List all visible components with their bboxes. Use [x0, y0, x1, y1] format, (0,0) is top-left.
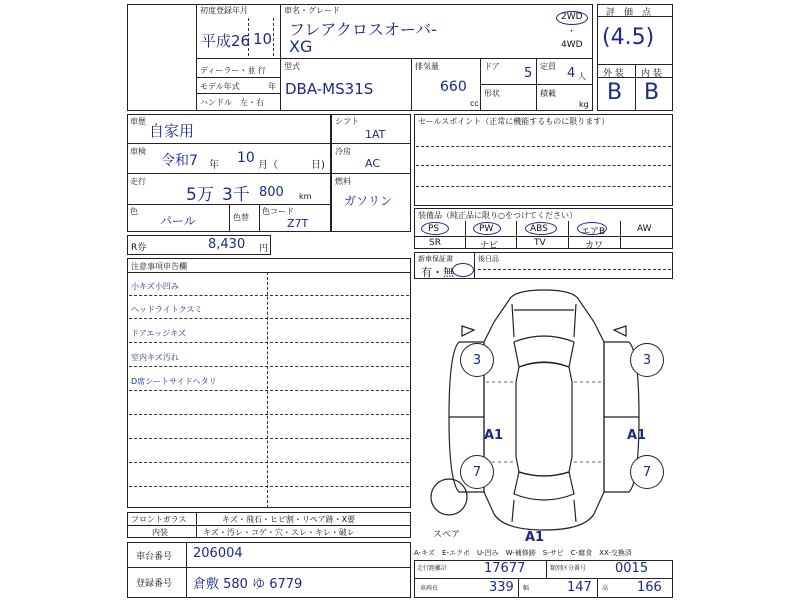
aircon-value: AC [365, 157, 381, 170]
damage-mark: A1 [525, 530, 545, 545]
grade-value: XG [289, 37, 313, 56]
capacity-label: 定員 [540, 62, 556, 71]
model-year-unit: 年 [268, 82, 276, 91]
after-label: 後日品 [478, 255, 499, 263]
equip-sr: SR [429, 238, 441, 248]
mileage-rest: 800 [259, 185, 284, 200]
equip-abs: ABS [530, 224, 548, 234]
meter2-value: 0015 [615, 561, 649, 576]
mileage-sen: 3千 [222, 185, 250, 205]
car-number-value: 206004 [193, 546, 243, 561]
meter2-label: 類別区分番号 [550, 565, 587, 572]
capacity-unit: 人 [578, 72, 586, 81]
first-reg-month: 10 [253, 30, 273, 48]
recycle-block [127, 235, 271, 255]
recycle-unit: 円 [259, 244, 269, 254]
height-label: 高 [602, 585, 609, 592]
inspection-day-unit: 日) [311, 160, 325, 171]
notes-label: 注意事項申告欄 [131, 262, 187, 271]
color-code-value: Z7T [287, 217, 309, 230]
drive-2wd: 2WD [561, 12, 583, 22]
reg-number-label: 登録番号 [136, 579, 173, 589]
exterior-label: 外 装 [603, 69, 624, 79]
length-label: 車両長 [420, 585, 439, 592]
sales-points-block [414, 114, 673, 206]
note-item: ドアエッジキズ [131, 329, 187, 338]
equip-aw: AW [637, 224, 652, 234]
damage-mark: 7 [460, 455, 494, 489]
front-glass-label: フロントガラス [131, 515, 187, 524]
equip-navi: ナビ [480, 241, 499, 251]
interior-label: 内 装 [641, 69, 662, 79]
doors-value: 5 [524, 66, 533, 81]
score-label: 評 価 点 [606, 8, 652, 18]
note-item: 小キズ小凹み [131, 282, 179, 291]
color-change-label: 色替 [233, 213, 249, 222]
interior-cond-text: キズ・汚レ・コゲ・穴・スレ・キレ・破レ [203, 528, 355, 537]
reg-number-value: 倉敷 580 ゆ 6779 [193, 577, 303, 592]
model-year-label: モデル年式 [200, 82, 240, 91]
damage-mark: A1 [484, 428, 504, 443]
width-label: 幅 [523, 585, 530, 592]
note-item: ヘッドライトクスミ [131, 305, 203, 314]
displacement-unit: cc [470, 99, 479, 108]
shift-label: シフト [335, 117, 359, 126]
doors-label: ドア [484, 62, 500, 71]
color-label: 色 [130, 207, 138, 216]
car-name-value: フレアクロスオーバ- [289, 20, 437, 39]
recycle-label: R券 [131, 243, 147, 253]
height-value: 166 [637, 580, 662, 595]
type-value: DBA-MS31S [285, 80, 374, 98]
car-number-label: 車台番号 [136, 552, 173, 562]
shape-label: 形状 [484, 89, 500, 98]
equip-airbag: エアB [581, 227, 606, 237]
width-value: 147 [567, 580, 592, 595]
damage-legend: A-キズ E-エクボ U-凹み W-補修跡 S-サビ C-腐食 XX-交換済 [414, 549, 632, 557]
type-label: 型式 [284, 62, 300, 71]
equipment-label: 装備品（純正品に限り○をつけてください） [418, 211, 577, 220]
equip-ps: PS [428, 224, 440, 234]
first-reg-value: 平成26 [201, 32, 251, 50]
interior-cond-label: 内装 [152, 528, 168, 537]
interior-grade: B [644, 80, 660, 105]
note-item: D席シートサイドヘタリ [131, 377, 217, 386]
use-label: 車歴 [130, 117, 146, 126]
load-unit: kg [579, 100, 589, 109]
note-item: 室内キズ汚れ [131, 353, 179, 362]
spare-label: スペア [433, 530, 461, 540]
inspection-month-unit: 月（ [258, 160, 278, 171]
inspection-label: 車検 [130, 147, 146, 156]
inspection-month: 10 [237, 150, 255, 166]
damage-mark: 7 [630, 455, 664, 489]
exterior-grade: B [607, 80, 623, 105]
front-glass-text: キズ・飛石・ヒビ割・リペア跡・X要 [222, 515, 356, 524]
warranty-value: 有・無 [421, 266, 454, 279]
color-code-label: 色コード [262, 207, 294, 216]
car-name-label: 車名・グレード [284, 6, 340, 15]
shift-value: 1AT [365, 128, 386, 141]
inspection-era: 令和7 [161, 153, 198, 169]
mileage-label: 走行 [130, 177, 146, 186]
warranty-label: 新車保証書 [418, 255, 453, 263]
length-value: 339 [489, 580, 514, 595]
damage-mark: A1 [627, 428, 647, 443]
displacement-label: 排気量 [415, 62, 439, 71]
drive-dot: ・ [567, 27, 577, 37]
score-value: (4.5) [602, 25, 655, 50]
fuel-label: 燃料 [335, 177, 351, 186]
equip-tv: TV [534, 238, 546, 248]
damage-mark: 3 [630, 343, 664, 377]
first-reg-label: 初度登録年月 [200, 6, 248, 15]
load-label: 積載 [540, 89, 556, 98]
damage-mark: 3 [460, 343, 494, 377]
equip-leather: カワ [585, 241, 604, 251]
car-diagram [414, 282, 673, 544]
meter1-label: 走行距離計 [417, 565, 448, 572]
mileage-unit: km [299, 192, 312, 201]
color-value: パール [160, 214, 196, 228]
mileage-man: 5万 [186, 185, 214, 205]
aircon-label: 冷房 [335, 147, 351, 156]
sales-points-label: セールスポイント（正常に機能するものに限ります） [418, 117, 610, 126]
inspection-year-unit: 年 [209, 160, 219, 171]
use-value: 自家用 [149, 122, 195, 140]
displacement-value: 660 [440, 79, 467, 95]
fuel-value: ガソリン [344, 194, 393, 208]
meter1-value: 17677 [484, 561, 526, 576]
dealer-label: ディーラー・並 行 [200, 66, 266, 75]
capacity-value: 4 [567, 66, 576, 81]
recycle-value: 8,430 [208, 237, 246, 252]
handle-label: ハンドル 左・右 [200, 98, 264, 107]
drive-4wd: 4WD [561, 40, 583, 50]
equip-pw: PW [479, 224, 494, 234]
